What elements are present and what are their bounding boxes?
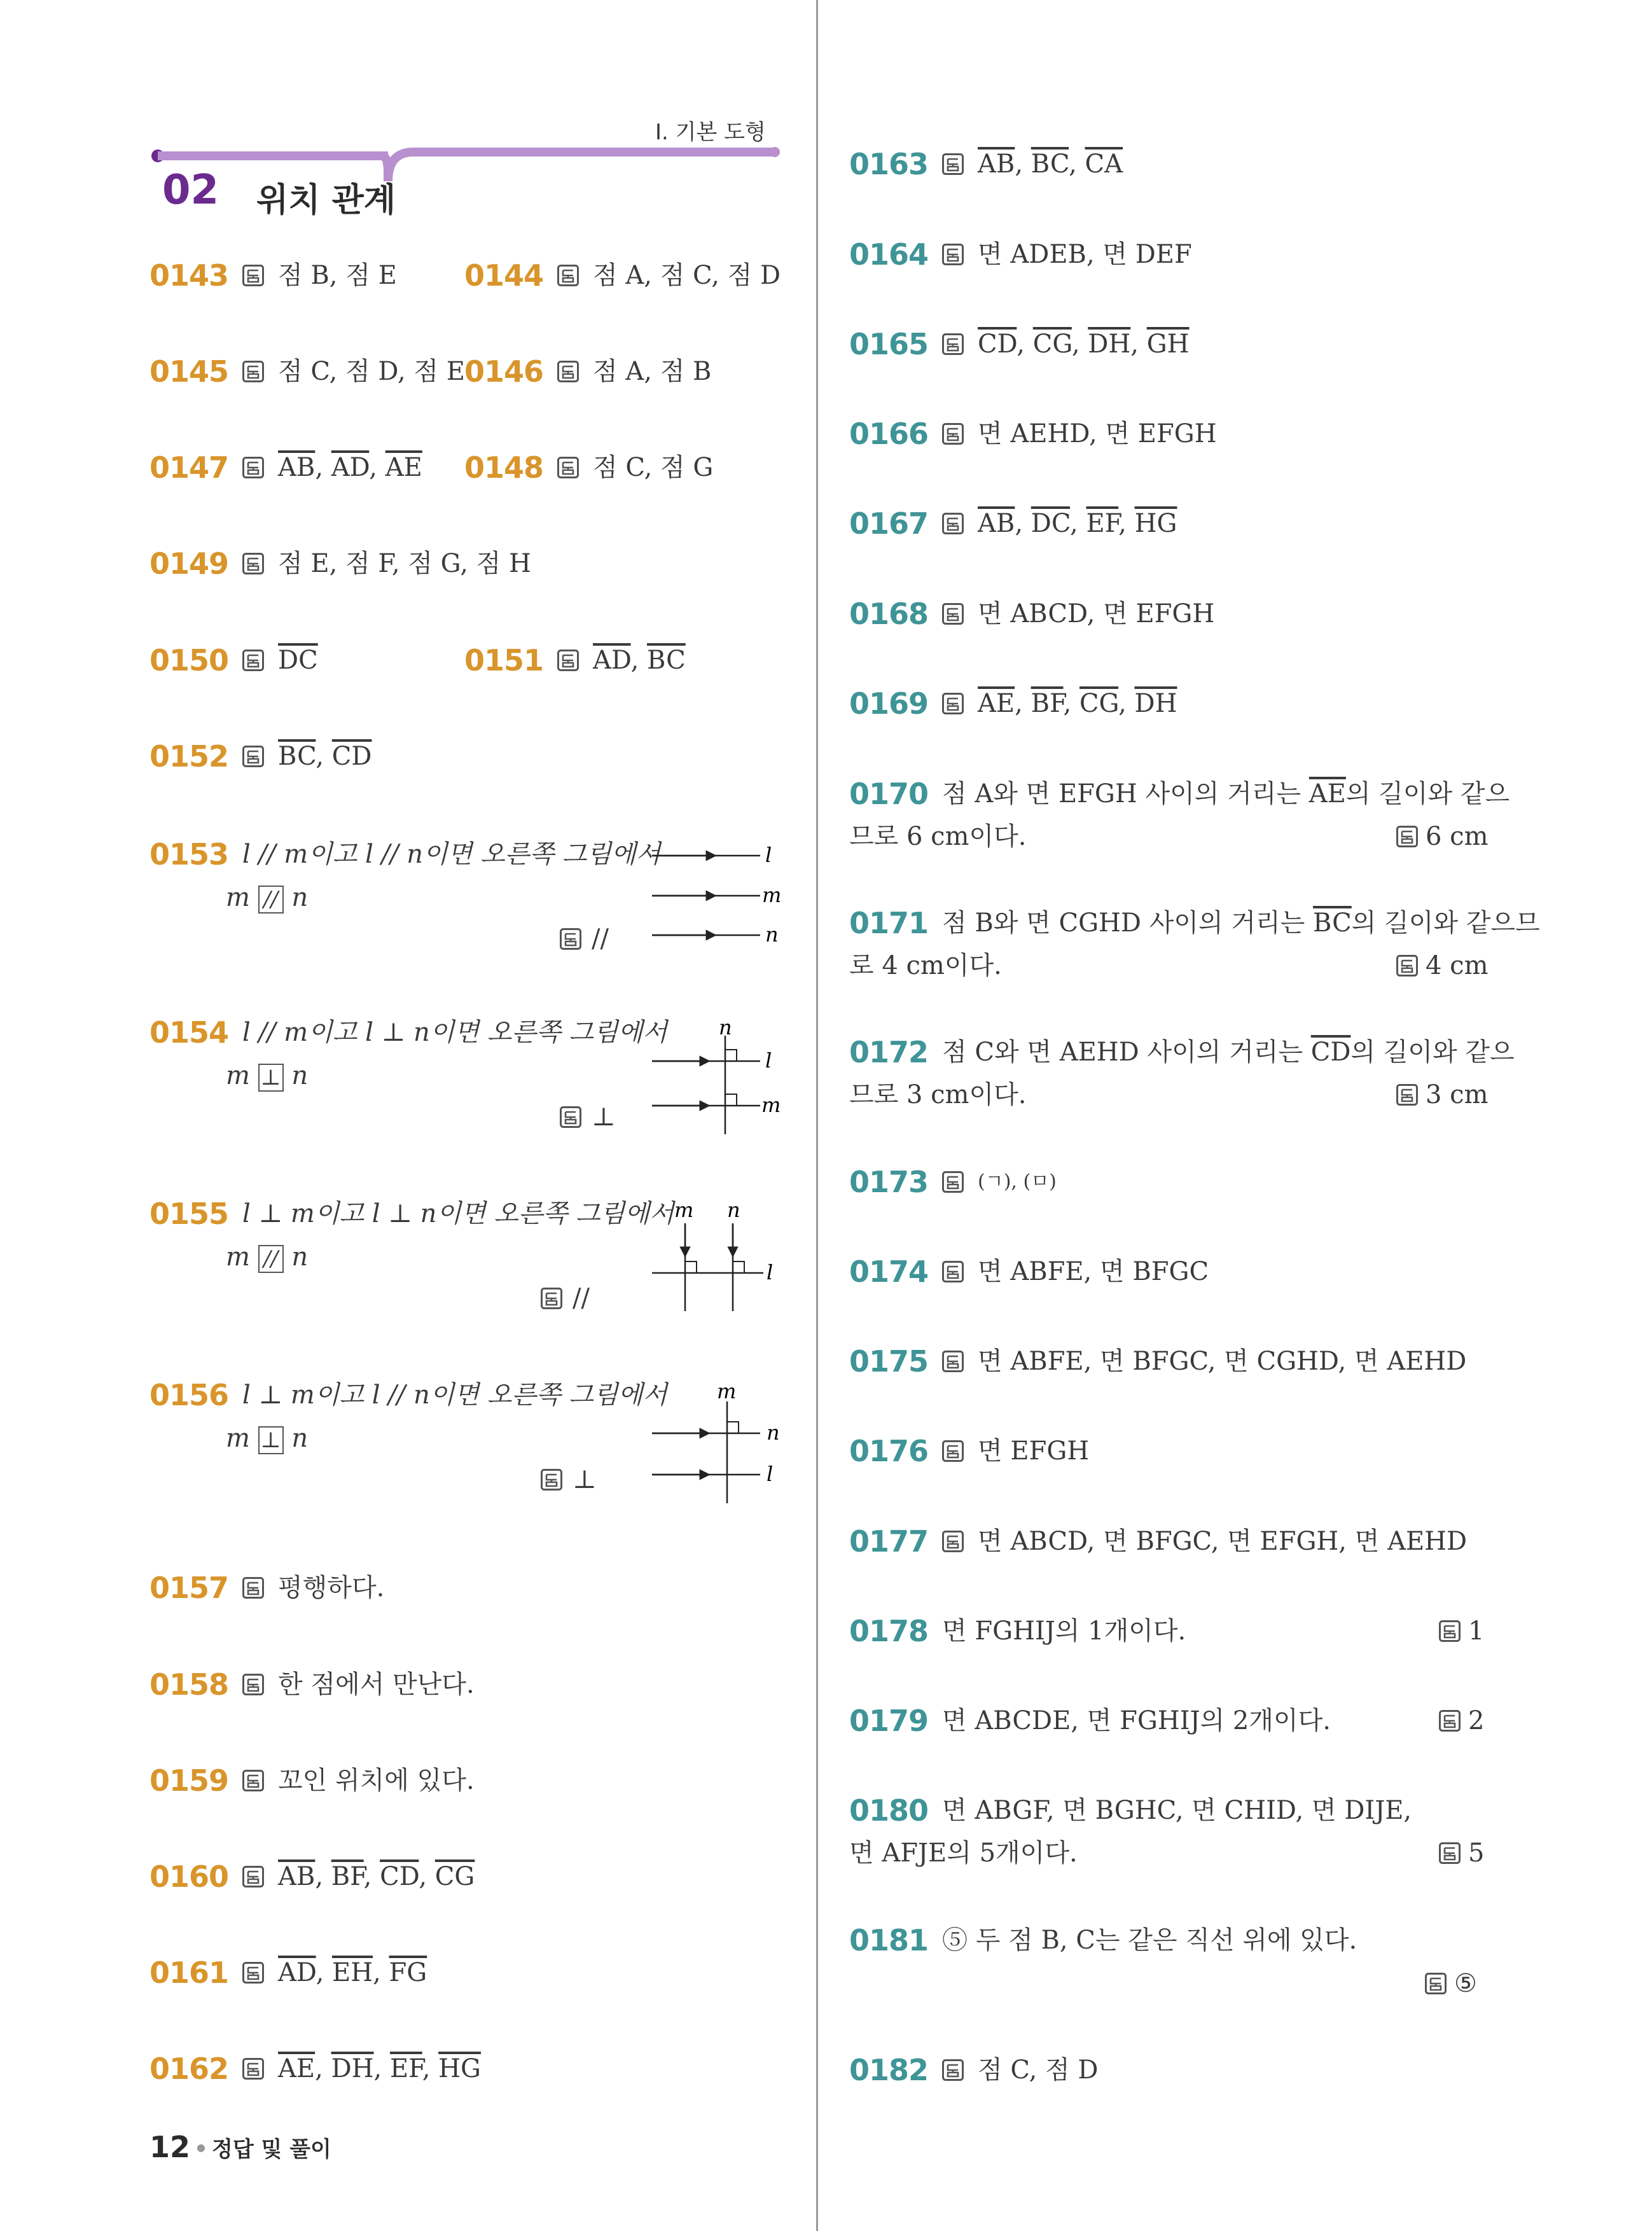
- svg-text:l: l: [767, 1260, 774, 1284]
- answer-icon: [1425, 1973, 1447, 1994]
- svg-text:l: l: [765, 843, 772, 867]
- result-0170: 6 cm: [1396, 819, 1489, 854]
- answer-0155: 0155 l ⊥ m이고 l ⊥ n이면 오른쪽 그림에서: [149, 1197, 674, 1231]
- answer-line-0154: ⊥: [560, 1099, 616, 1135]
- svg-text:l: l: [767, 1462, 774, 1486]
- answer-0172: 0172 점 C와 면 AEHD 사이의 거리는 $\overline{CD}$의 길이와 같으: [849, 1035, 1515, 1069]
- answer-0154: 0154 l // m이고 l ⊥ n이면 오른쪽 그림에서: [149, 1015, 667, 1050]
- blank-line-0155: m // n: [226, 1242, 309, 1272]
- result-0178: 1: [1439, 1613, 1484, 1649]
- answer-0143: 0143 점 B, 점 E: [149, 258, 397, 293]
- blank-line-0153: m // n: [226, 883, 309, 912]
- answer-icon: [1396, 826, 1418, 847]
- answer-0179: 0179 면 ABCDE, 면 FGHIJ의 2개이다.: [849, 1704, 1331, 1738]
- answer-icon: [557, 457, 579, 478]
- answer-0177: 0177 면 ABCD, 면 BFGC, 면 EFGH, 면 AEHD: [849, 1524, 1468, 1559]
- answer-icon: [541, 1469, 562, 1491]
- page-number: 12: [149, 2130, 191, 2164]
- answer-0161: 0161 $\overline{AD}$, $\overline{EH}$, $\overline{FG}$: [149, 1956, 427, 1990]
- answer-0160: 0160 $\overline{AB}$, $\overline{BF}$, $\overline{CD}$, $\overline{CG}$: [149, 1859, 475, 1894]
- answer-icon: [560, 928, 581, 950]
- answer-icon: [942, 423, 964, 445]
- answer-icon: [942, 603, 964, 625]
- perpendicular-figure-0154: [646, 1017, 792, 1137]
- answer-0153: 0153 l // m이고 l // n이면 오른쪽 그림에서: [149, 837, 661, 872]
- answer-icon: [1396, 1084, 1418, 1106]
- answer-line-0156: ⊥: [541, 1462, 597, 1498]
- answer-0168: 0168 면 ABCD, 면 EFGH: [849, 597, 1215, 631]
- line2-0171: 로 4 cm이다.: [849, 951, 1002, 980]
- answer-0152: 0152 $\overline{BC}$, $\overline{CD}$: [149, 739, 372, 774]
- answer-icon: [942, 2059, 964, 2081]
- answer-icon: [242, 1674, 264, 1695]
- section-label: Ⅰ. 기본 도형: [655, 120, 766, 145]
- result-0181: ⑤: [1425, 1966, 1477, 2001]
- answer-icon: [541, 1288, 562, 1309]
- answer-0151: 0151 $\overline{AD}$, $\overline{BC}$: [464, 643, 686, 678]
- line2-0170: 므로 6 cm이다.: [849, 822, 1027, 851]
- answer-icon: [242, 1577, 264, 1599]
- answer-0145: 0145 점 C, 점 D, 점 E: [149, 354, 465, 389]
- svg-text:l: l: [765, 1048, 772, 1073]
- answer-0156: 0156 l ⊥ m이고 l // n이면 오른쪽 그림에서: [149, 1378, 667, 1412]
- answer-0159: 0159 꼬인 위치에 있다.: [149, 1763, 475, 1798]
- answer-0150: 0150 $\overline{DC}$: [149, 643, 318, 678]
- answer-0182: 0182 점 C, 점 D: [849, 2053, 1099, 2087]
- footer-dot: ●: [197, 2141, 205, 2153]
- answer-icon: [242, 1866, 264, 1887]
- answer-0178: 0178 면 FGHIJ의 1개이다.: [849, 1614, 1186, 1648]
- answer-icon: [1396, 955, 1418, 976]
- result-0172: 3 cm: [1396, 1077, 1489, 1113]
- answer-icon: [942, 1351, 964, 1372]
- answer-icon: [942, 1261, 964, 1282]
- answer-icon: [942, 693, 964, 714]
- answer-icon: [242, 1962, 264, 1984]
- answer-0157: 0157 평행하다.: [149, 1571, 385, 1605]
- answer-0176: 0176 면 EFGH: [849, 1434, 1090, 1468]
- answer-icon: [942, 1171, 964, 1193]
- parallel-lines-figure-0153: [646, 840, 792, 948]
- answer-0162: 0162 $\overline{AE}$, $\overline{DH}$, $\overline{EF}$, $\overline{HG}$: [149, 2052, 481, 2086]
- chapter-title: 위치 관계: [256, 181, 396, 219]
- column-divider: [816, 0, 818, 2231]
- answer-icon: [942, 513, 964, 534]
- answer-icon: [557, 361, 579, 382]
- answer-0166: 0166 면 AEHD, 면 EFGH: [849, 417, 1217, 451]
- answer-icon: [242, 2058, 264, 2080]
- answer-icon: [942, 244, 964, 265]
- svg-text:n: n: [727, 1198, 740, 1222]
- answer-0163: 0163 $\overline{AB}$, $\overline{BC}$, $\overline{CA}$: [849, 147, 1123, 181]
- svg-text:m: m: [761, 1093, 781, 1117]
- answer-0167: 0167 $\overline{AB}$, $\overline{DC}$, $\overline{EF}$, $\overline{HG}$: [849, 506, 1177, 541]
- answer-line-0153: //: [560, 921, 609, 957]
- svg-text:n: n: [767, 1421, 780, 1445]
- answer-0173: 0173 (ㄱ), (ㅁ): [849, 1165, 1057, 1199]
- answer-0170: 0170 점 A와 면 EFGH 사이의 거리는 $\overline{AE}$의 길이와 같으: [849, 777, 1510, 811]
- blank-line-0156: m ⊥ n: [226, 1424, 309, 1453]
- answer-icon: [1439, 1710, 1461, 1732]
- answer-icon: [1439, 1842, 1461, 1864]
- answer-0149: 0149 점 E, 점 F, 점 G, 점 H: [149, 546, 531, 581]
- answer-icon: [942, 1440, 964, 1462]
- answer-icon: [242, 265, 264, 286]
- result-0171: 4 cm: [1396, 948, 1489, 983]
- answer-icon: [1439, 1620, 1461, 1642]
- answer-0165: 0165 $\overline{CD}$, $\overline{CG}$, $\overline{DH}$, $\overline{GH}$: [849, 327, 1190, 361]
- line2-0180: 면 AFJE의 5개이다.: [849, 1838, 1078, 1868]
- perpendicular-figure-0155: [646, 1198, 792, 1312]
- answer-0164: 0164 면 ADEB, 면 DEF: [849, 237, 1192, 272]
- answer-icon: [242, 746, 264, 767]
- answer-icon: [942, 333, 964, 355]
- answer-0147: 0147 $\overline{AB}$, $\overline{AD}$, $\overline{AE}$: [149, 450, 422, 485]
- answer-0171: 0171 점 B와 면 CGHD 사이의 거리는 $\overline{BC}$의 길이와 같으므: [849, 906, 1540, 940]
- answer-0144: 0144 점 A, 점 C, 점 D: [464, 258, 781, 293]
- answer-0181: 0181 ⑤ 두 점 B, C는 같은 직선 위에 있다.: [849, 1923, 1357, 1957]
- answer-0146: 0146 점 A, 점 B: [464, 354, 712, 389]
- svg-text:m: m: [674, 1198, 694, 1222]
- result-0180: 5: [1439, 1835, 1484, 1871]
- blank-line-0154: m ⊥ n: [226, 1061, 309, 1090]
- answer-icon: [942, 1531, 964, 1552]
- answer-icon: [560, 1106, 581, 1128]
- answer-icon: [242, 1770, 264, 1791]
- answer-icon: [557, 265, 579, 286]
- chapter-number: 02: [162, 167, 219, 214]
- answer-icon: [242, 457, 264, 478]
- line2-0172: 므로 3 cm이다.: [849, 1080, 1027, 1109]
- answer-icon: [242, 553, 264, 574]
- svg-text:n: n: [765, 922, 779, 947]
- footer-label: 정답 및 풀이: [211, 2136, 331, 2162]
- answer-0148: 0148 점 C, 점 G: [464, 450, 714, 485]
- svg-text:m: m: [762, 883, 782, 907]
- answer-0158: 0158 한 점에서 만난다.: [149, 1667, 475, 1702]
- answer-0174: 0174 면 ABFE, 면 BFGC: [849, 1255, 1209, 1289]
- answer-0180: 0180 면 ABGF, 면 BGHC, 면 CHID, 면 DIJE,: [849, 1793, 1412, 1828]
- answer-0175: 0175 면 ABFE, 면 BFGC, 면 CGHD, 면 AEHD: [849, 1344, 1467, 1379]
- answer-0169: 0169 $\overline{AE}$, $\overline{BF}$, $\overline{CG}$, $\overline{DH}$: [849, 686, 1177, 721]
- chapter-ribbon: [146, 143, 782, 207]
- answer-icon: [942, 153, 964, 175]
- answer-line-0155: //: [541, 1281, 590, 1316]
- answer-icon: [557, 650, 579, 671]
- answer-icon: [242, 650, 264, 671]
- footer: [149, 2130, 331, 2164]
- svg-text:m: m: [717, 1379, 737, 1403]
- svg-text:n: n: [719, 1017, 732, 1039]
- result-0179: 2: [1439, 1703, 1484, 1739]
- answer-icon: [242, 361, 264, 382]
- perpendicular-figure-0156: [646, 1379, 792, 1506]
